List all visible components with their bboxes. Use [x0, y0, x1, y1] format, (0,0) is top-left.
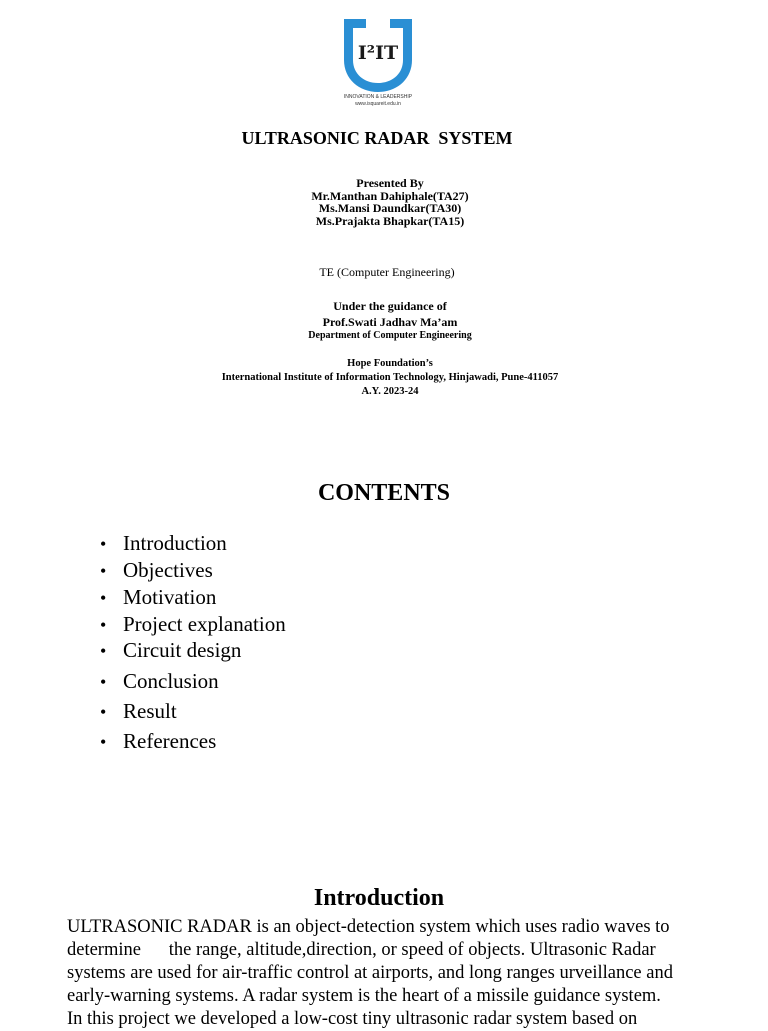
- guidance-heading: Under the guidance of: [333, 299, 447, 313]
- bullet-icon: •: [100, 534, 107, 554]
- contents-item-label: Motivation: [123, 585, 217, 609]
- list-item: [100, 698, 177, 725]
- contents-item-label: Project explanation: [123, 612, 286, 636]
- contents-heading: CONTENTS: [317, 480, 451, 506]
- presented-by-heading: Presented By: [356, 176, 424, 190]
- list-item: [100, 611, 286, 638]
- institute-logo: [340, 16, 416, 110]
- contents-item-label: References: [123, 729, 217, 753]
- logo-wordmark: I²IT: [357, 42, 399, 64]
- contents-item-label: Conclusion: [123, 669, 219, 693]
- introduction-line: ULTRASONIC RADAR is an object-detection system which uses radio waves to: [67, 917, 670, 937]
- introduction-line: systems are used for air-traffic control at airports, and long ranges urveillance and: [67, 963, 673, 983]
- list-item: [100, 584, 216, 611]
- contents-item-label: Introduction: [123, 531, 227, 555]
- guidance-block: [0, 298, 768, 330]
- list-item: [100, 530, 227, 557]
- class-line: TE (Computer Engineering): [319, 265, 455, 279]
- bullet-icon: •: [100, 672, 107, 692]
- logo-tagline: INNOVATION & LEADERSHIP: [343, 94, 413, 100]
- bullet-icon: •: [100, 641, 107, 661]
- bullet-icon: •: [100, 702, 107, 722]
- presenter-name: Mr.Manthan Dahiphale(TA27): [311, 188, 469, 203]
- bullet-icon: •: [100, 615, 107, 635]
- contents-item-label: Objectives: [123, 558, 213, 582]
- introduction-line: determine the range, altitude,direction, or speed of objects. Ultrasonic Radar: [67, 940, 656, 960]
- academic-year: A.Y. 2023-24: [361, 386, 419, 397]
- list-item: [100, 728, 216, 755]
- list-item: [100, 637, 241, 664]
- contents-item-label: Result: [123, 699, 177, 723]
- introduction-heading: Introduction: [313, 885, 445, 911]
- presenter-name: Ms.Prajakta Bhapkar(TA15): [315, 213, 465, 228]
- logo-url: www.isquareit.edu.in: [355, 101, 401, 107]
- list-item: [100, 668, 219, 695]
- institute-block: [0, 357, 768, 399]
- contents-item-label: Circuit design: [123, 638, 242, 662]
- introduction-line: early-warning systems. A radar system is the heart of a missile guidance system.: [67, 986, 661, 1006]
- page-title: ULTRASONIC RADAR SYSTEM: [241, 128, 513, 148]
- bullet-icon: •: [100, 561, 107, 581]
- bullet-icon: •: [100, 588, 107, 608]
- bullet-icon: •: [100, 732, 107, 752]
- list-item: [100, 557, 213, 584]
- foundation-name: Hope Foundation’s: [347, 358, 433, 369]
- guide-name: Prof.Swati Jadhav Ma’am: [322, 315, 458, 329]
- introduction-line: In this project we developed a low-cost tiny ultrasonic radar system based on: [67, 1009, 638, 1029]
- institute-name: International Institute of Information Technology, Hinjawadi, Pune-411057: [221, 372, 559, 383]
- i2it-shield-icon: [340, 16, 416, 94]
- presenters-block: [0, 177, 768, 227]
- introduction-body: [67, 916, 707, 1031]
- department-name: Department of Computer Engineering: [308, 330, 472, 341]
- presenter-name: Ms.Mansi Daundkar(TA30): [318, 201, 462, 215]
